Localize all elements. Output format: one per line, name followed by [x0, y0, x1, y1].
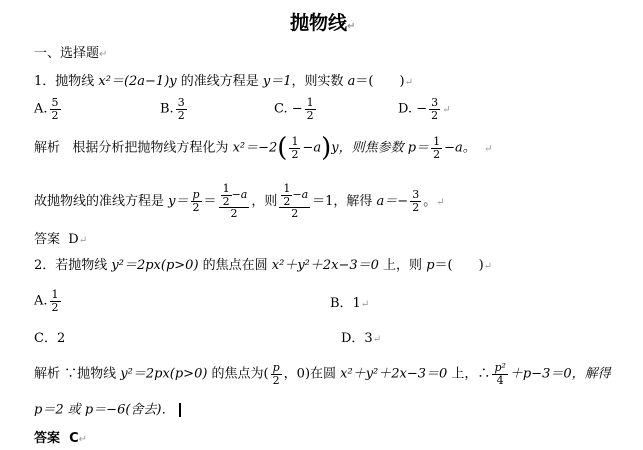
question-1-answer: 答案 D↵: [34, 232, 88, 247]
question-2-answer: 答案 C↵: [34, 431, 88, 446]
q2-option-d: D．3↵: [341, 331, 382, 346]
q2-option-c: C．2: [34, 331, 66, 346]
option-a: A. $\frac{5}{2}$: [34, 96, 59, 122]
option-b: B. $\frac{3}{2}$: [160, 96, 185, 122]
q2-option-b: B．1↵: [330, 296, 370, 311]
question-2-analysis: 解析 ∵抛物线 y²＝2px(p>0) 的焦点为( $\frac{p}{2}$ ，0)在圆 x²＋y²＋2x−3＝0 上，∴ $\frac{\text{p²}}{4}$ ＋p−3＝0，解得: [34, 361, 611, 387]
page-title: 抛物线↵: [290, 12, 356, 34]
option-d: D. − $\frac{3}{2}$ ↵: [398, 96, 451, 122]
option-c: C. − $\frac{1}{2}$: [274, 96, 314, 122]
question-2-analysis-line-2: p＝2 或 p＝−6(舍去)．: [34, 403, 181, 417]
question-1-stem: 1．抛物线 x²＝(2a−1)y 的准线方程是 y＝1，则实数 a＝( )↵: [34, 74, 413, 89]
q2-option-a: A. $\frac{1}{2}$: [34, 288, 59, 314]
question-1-analysis-line-2: 故抛物线的准线方程是 y＝ $\frac{p}{2}$ ＝ $\frac{1}{2}$ −a 2 ，则 $\frac{1}{2}$ −a 2 ＝1，解得 a＝− $\frac{3}{2}$ 。↵: [34, 182, 445, 221]
question-1-analysis: 解析 根据分析把抛物线方程化为 x²＝−2( $\frac{1}{2}$ −a)y，则焦参数 p＝ $\frac{1}{2}$ −a。 ↵: [34, 133, 493, 163]
text-cursor: [179, 403, 181, 417]
section-heading: 一、选择题↵: [34, 46, 108, 61]
question-2-stem: 2．若抛物线 y²＝2px(p>0) 的焦点在圆 x²＋y²＋2x−3＝0 上，则 p＝( )↵: [34, 258, 493, 273]
